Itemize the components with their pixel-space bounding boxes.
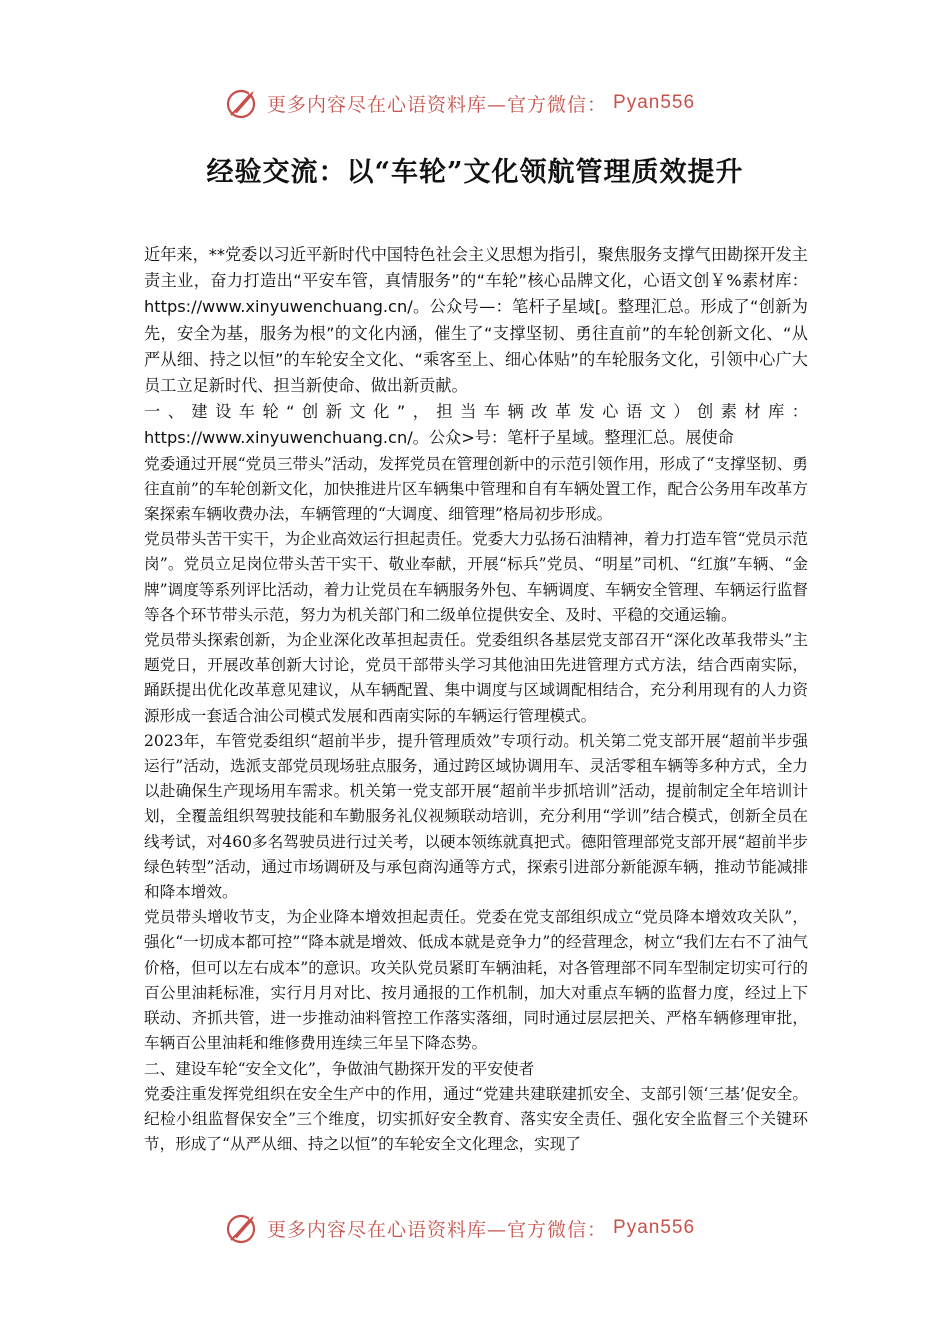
banner-text: 更多内容尽在心语资料库—官方微信： (267, 93, 608, 116)
document-body (144, 242, 808, 1157)
intro-paragraph: 近年来，**党委以习近平新时代中国特色社会主义思想为指引，聚焦服务支撑气田勘探开发主责主业，奋力打造出“平安车管，真情服务”的“车轮”核心品牌文化，心语文创￥%素材库：https://www.xinyuwenchuang.cn/。公众号—：笔杆子星域[。整理汇总。形成了“创新为先，安全为基，服务为根”的文化内涵，催生了“支撑坚韧、勇往直前”的车轮创新文化、“从严从细、持之以恒”的车轮安全文化、“乘客至上、细心体贴”的车轮服务文化，引领中心广大员工立足新时代、担当新使命、做出新贡献。 (144, 245, 808, 396)
document-title: 经验交流：以“车轮”文化领航管理质效提升 (206, 157, 744, 188)
body-paragraph: 党员带头苦干实干，为企业高效运行担起责任。党委大力弘扬石油精神，着力打造车管“党员示范岗”。党员立足岗位带头苦干实干、敬业奉献，开展“标兵”党员、“明星”司机、“红旗”车辆、“金牌”调度等系列评比活动，着力让党员在车辆服务外包、车辆调度、车辆安全管理、车辆运行监督等各个环节带头示范，努力为机关部门和二级单位提供安全、及时、平稳的交通运输。 (144, 530, 808, 624)
body-paragraph: 党委通过开展“党员三带头”活动，发挥党员在管理创新中的示范引领作用，形成了“支撑坚韧、勇往直前”的车轮创新文化，加快推进片区车辆集中管理和自有车辆处置工作，配合公务用车改革方案探索车辆收费办法，车辆管理的“大调度、细管理”格局初步形成。 (144, 454, 808, 524)
banner-text: 更多内容尽在心语资料库—官方微信： (267, 1218, 608, 1241)
banner-wechat-id: Pyan556 (613, 1217, 696, 1238)
banner-wechat-id: Pyan556 (613, 92, 696, 113)
header-banner (225, 83, 745, 123)
section-heading-1: 一、建设车轮“创新文化”，担当车辆改革发心语文）创素材库：https://www.xinyuwenchuang.cn/。公众>号：笔杆子星域。整理汇总。展使命 (144, 402, 808, 448)
body-paragraph: 2023年，车管党委组织“超前半步，提升管理质效”专项行动。机关第二党支部开展“超前半步强运行”活动，选派支部党员现场驻点服务，通过跨区域协调用车、灵活零租车辆等多种方式，全力以赴确保生产现场用车需求。机关第一党支部开展“超前半步抓培训”活动，提前制定全年培训计划，全覆盖组织驾驶技能和车勤服务礼仪视频联动培训，充分利用“学训”结合模式，创新全员在线考试，对460多名驾驶员进行过关考，以硬本领练就真把式。德阳管理部党支部开展“超前半步绿色转型”活动，通过市场调研及与承包商沟通等方式，探索引进部分新能源车辆，推动节能减排和降本增效。 (144, 731, 808, 902)
footer-banner (225, 1208, 745, 1248)
body-paragraph: 党委注重发挥党组织在安全生产中的作用，通过“党建共建联建抓安全、支部引领‘三基’促安全。纪检小组监督保安全”三个维度，切实抓好安全教育、落实安全责任、强化安全监督三个关键环节，形成了“从严从细、持之以恒”的车轮安全文化理念，实现了 (144, 1084, 808, 1154)
body-paragraph: 党员带头探索创新，为企业深化改革担起责任。党委组织各基层党支部召开“深化改革我带头”主题党日，开展改革创新大讨论，党员干部带头学习其他油田先进管理方式方法，结合西南实际，踊跃提出优化改革意见建议，从车辆配置、集中调度与区域调配相结合，充分利用现有的人力资源形成一套适合油公司模式发展和西南实际的车辆运行管理模式。 (144, 631, 808, 725)
body-paragraph: 党员带头增收节支，为企业降本增效担起责任。党委在党支部组织成立“党员降本增效攻关队”，强化“一切成本都可控”“降本就是增效、低成本就是竞争力”的经营理念，树立“我们左右不了油气价格，但可以左右成本”的意识。攻关队党员紧盯车辆油耗，对各管理部不同车型制定切实可行的百公里油耗标准，实行月月对比、按月通报的工作机制，加大对重点车辆的监督力度，经过上下联动、齐抓共管，进一步推动油料管控工作落实落细，同时通过层层把关、严格车辆修理审批，车辆百公里油耗和维修费用连续三年呈下降态势。 (144, 908, 808, 1053)
section-heading-2: 二、建设车轮“安全文化”，争做油气勘探开发的平安使者 (144, 1059, 535, 1078)
pen-quill-logo-icon (225, 1210, 261, 1246)
pen-quill-logo-icon (225, 85, 261, 121)
